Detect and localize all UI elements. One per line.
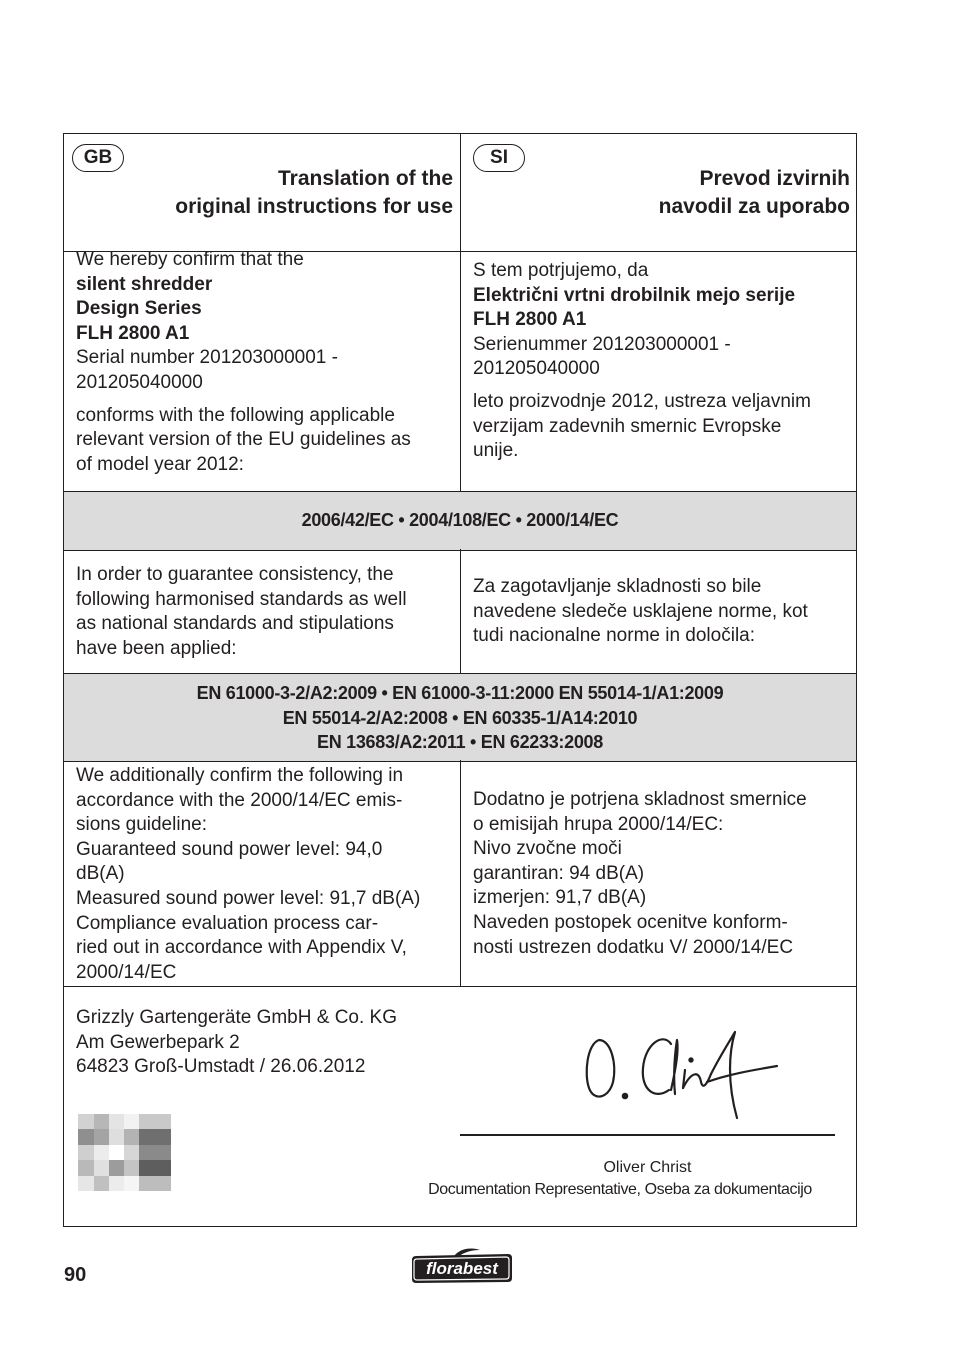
company-city-date: 64823 Groß-Umstadt / 26.06.2012 — [76, 1056, 366, 1078]
gb-noise-text — [76, 764, 420, 985]
gb-title — [64, 165, 453, 221]
text-line: Za zagotavljanje skladnosti so bile — [473, 576, 762, 597]
si-product-text — [473, 259, 811, 464]
text-line: o emisijah hrupa 2000/14/EC: — [473, 813, 724, 835]
si-badge: SI — [473, 144, 525, 172]
text-line: sions guideline: — [76, 814, 207, 836]
text-line: dB(A) — [76, 863, 125, 885]
text-line: navedene sledeče usklajene norme, kot — [473, 600, 808, 622]
text-line: garantiran: 94 dB(A) — [473, 862, 645, 884]
text-line: Measured sound power level: 91,7 dB(A) — [76, 887, 421, 909]
company-name: Grizzly Gartengeräte GmbH & Co. KG — [76, 1007, 397, 1028]
text-line: Naveden postopek ocenitve konform- — [473, 911, 788, 933]
text-line: have been applied: — [76, 637, 237, 659]
text-line: izmerjen: 91,7 dB(A) — [473, 887, 647, 909]
gb-product-series: Design Series — [76, 298, 202, 320]
text-line: Compliance evaluation process car- — [76, 912, 379, 934]
si-conformity: unije. — [473, 440, 519, 462]
text-line: as national standards and stipulations — [76, 613, 394, 635]
si-conformity: verzijam zadevnih smernic Evropske — [473, 415, 782, 437]
signatory-name: Oliver Christ — [603, 1159, 692, 1176]
signature-image — [579, 1022, 779, 1122]
florabest-logo — [410, 1248, 514, 1286]
gb-serial-end: 201205040000 — [76, 371, 203, 393]
column-divider — [460, 134, 461, 491]
company-street: Am Gewerbepark 2 — [76, 1031, 240, 1053]
si-product-name: Električni vrtni drobilnik mejo serije — [473, 284, 796, 306]
gb-badge: GB — [72, 144, 124, 172]
text-line: 2000/14/EC — [76, 961, 177, 983]
si-noise-text — [473, 788, 807, 960]
logo-text: florabest — [426, 1259, 498, 1278]
si-conformity: leto proizvodnje 2012, ustreza veljavnim — [473, 390, 811, 412]
standards-line: EN 61000-3-2/A2:2009 • EN 61000-3-11:2000 EN 55014-1/A1:2009 — [196, 683, 724, 703]
gb-standards-intro — [76, 563, 407, 661]
standards-line: EN 13683/A2:2011 • EN 62233:2008 — [317, 732, 603, 752]
si-title-line2: navodil za uporabo — [658, 195, 850, 218]
divider — [64, 986, 856, 987]
si-intro: S tem potrjujemo, da — [473, 260, 649, 281]
text-line: Guaranteed sound power level: 94,0 — [76, 838, 383, 860]
gb-conformity: of model year 2012: — [76, 453, 244, 475]
si-serial: Serienummer 201203000001 - — [473, 333, 731, 355]
directives-list: 2006/42/EC • 2004/108/EC • 2000/14/EC — [301, 510, 619, 530]
gb-product-text — [76, 248, 411, 477]
text-line: nosti ustrezen dodatku V/ 2000/14/EC — [473, 936, 794, 958]
text-line: Nivo zvočne moči — [473, 838, 622, 860]
stamp-image — [78, 1114, 171, 1191]
gb-conformity: conforms with the following applicable — [76, 404, 395, 426]
si-title-line1: Prevod izvirnih — [699, 167, 850, 190]
si-standards-intro — [473, 575, 808, 649]
text-line: We additionally confirm the following in — [76, 765, 404, 786]
gb-title-line1: Translation of the — [277, 167, 453, 190]
gb-title-line2: original instructions for use — [175, 195, 453, 218]
declaration-table — [63, 133, 857, 1227]
signature-line — [460, 1134, 835, 1136]
gb-model: FLH 2800 A1 — [76, 322, 190, 344]
si-serial-end: 201205040000 — [473, 358, 600, 380]
column-divider — [460, 549, 461, 673]
text-line: following harmonised standards as well — [76, 588, 407, 610]
company-address — [76, 1006, 397, 1080]
gb-conformity: relevant version of the EU guidelines as — [76, 429, 411, 451]
text-line: tudi nacionalne norme in določila: — [473, 625, 756, 647]
standards-line: EN 55014-2/A2:2008 • EN 60335-1/A14:2010 — [282, 707, 638, 728]
gb-product-name: silent shredder — [76, 273, 213, 295]
page-number: 90 — [64, 1264, 87, 1286]
text-line: Dodatno je potrjena skladnost smernice — [473, 789, 807, 810]
text-line: accordance with the 2000/14/EC emis- — [76, 789, 403, 811]
si-title — [461, 165, 850, 221]
gb-intro: We hereby confirm that the — [76, 249, 304, 270]
gb-serial: Serial number 201203000001 - — [76, 347, 338, 369]
text-line: ried out in accordance with Appendix V, — [76, 937, 407, 959]
signatory-role: Documentation Representative, Oseba za dokumentacijo — [428, 1181, 812, 1198]
text-line: In order to guarantee consistency, the — [76, 564, 394, 585]
si-model: FLH 2800 A1 — [473, 309, 587, 331]
column-divider — [460, 760, 461, 986]
standards-list — [64, 681, 856, 755]
